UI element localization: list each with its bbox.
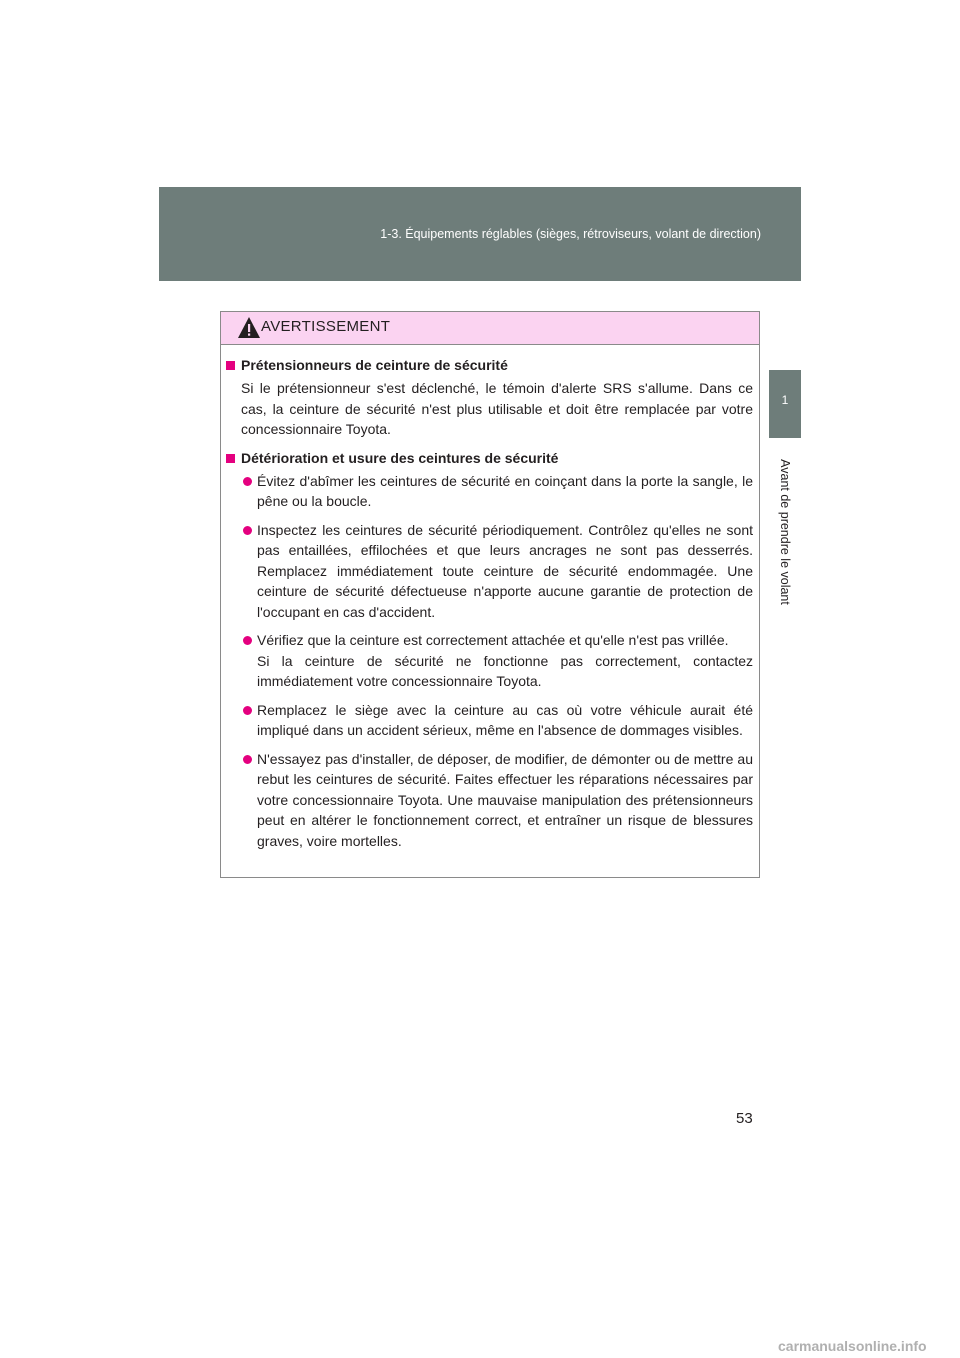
warning-header [221, 312, 759, 345]
section-heading-text: Détérioration et usure des ceintures de sécurité [241, 449, 559, 466]
list-item-text: Vérifiez que la ceinture est correctement attachée et qu'elle n'est pas vrillée. [257, 632, 729, 648]
list-item-text: Inspectez les ceintures de sécurité périodiquement. Contrôlez qu'elles ne sont pas entaillées, effilochées et que leurs ancrages ne sont pas desserrés. Remplacez immédiatement toute ceinture de sécurité endommagée. Une ceinture de sécurité défectueuse n'apporte aucune garantie de protection de l'occupant en cas d'accident. [257, 521, 753, 620]
round-bullet-icon [243, 526, 252, 535]
list-item-text: N'essayez pas d'installer, de déposer, de modifier, de démonter ou de mettre au rebut les ceintures de sécurité. Faites effectuer les réparations nécessaires par votre concessionnaire Toyota. Une mauvaise manipulation des prétensionneurs peut en altérer le fonctionnement correct, et entraîner un risque de blessures graves, voire mortelles. [257, 750, 753, 849]
list-item [241, 520, 753, 623]
round-bullet-icon [243, 636, 252, 645]
list-item-text: Évitez d'abîmer les ceintures de sécurité en coinçant dans la porte la sangle, le pêne ou la boucle. [257, 472, 753, 509]
square-bullet-icon [226, 454, 235, 463]
round-bullet-icon [243, 755, 252, 764]
round-bullet-icon [243, 706, 252, 715]
warning-title: AVERTISSEMENT [261, 318, 391, 335]
chapter-number: 1 [781, 393, 789, 407]
page-number: 53 [736, 1110, 753, 1127]
header-band [159, 187, 801, 281]
list-item-text-continued: Si la ceinture de sécurité ne fonctionne pas correctement, contactez immédiatement votre concessionnaire Toyota. [257, 652, 753, 689]
section-heading-text: Prétensionneurs de ceinture de sécurité [241, 357, 508, 373]
section-heading-pretensioners [226, 355, 753, 376]
list-item [241, 700, 753, 741]
chapter-tab [769, 370, 801, 438]
list-item [241, 630, 753, 692]
warning-content [221, 345, 759, 851]
list-item-text: Remplacez le siège avec la ceinture au cas où votre véhicule aurait été impliqué dans un accident sérieux, même en l'absence de dommages visibles. [257, 701, 753, 738]
list-item-text-group [257, 630, 753, 692]
watermark: carmanualsonline.info [778, 1338, 927, 1354]
list-item [241, 749, 753, 852]
chapter-label: Avant de prendre le volant [778, 459, 792, 605]
section-paragraph: Si le prétensionneur s'est déclenché, le témoin d'alerte SRS s'allume. Dans ce cas, la ceinture de sécurité n'est plus utilisable et doit être remplacée par votre concessionnaire Toyota. [241, 380, 753, 437]
round-bullet-icon [243, 477, 252, 486]
warning-box [220, 311, 760, 878]
section-title: 1-3. Équipements réglables (sièges, rétroviseurs, volant de direction) [380, 227, 761, 241]
section-heading-wear [226, 448, 753, 469]
list-item [241, 471, 753, 512]
square-bullet-icon [226, 361, 235, 370]
